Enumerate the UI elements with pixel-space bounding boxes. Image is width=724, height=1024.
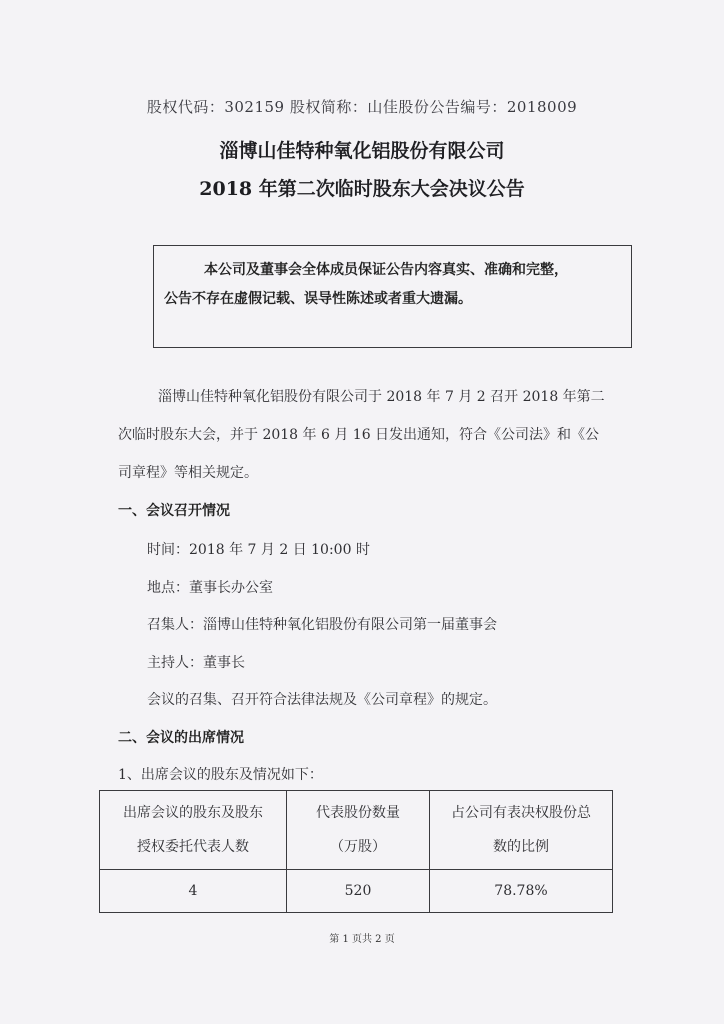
table-row — [100, 870, 613, 913]
disclaimer-line-1: 本公司及董事会全体成员保证公告内容真实、准确和完整， — [204, 262, 568, 278]
section-2-heading: 二、会议的出席情况 — [118, 730, 244, 746]
intro-line-1: 淄博山佳特种氧化铝股份有限公司于 2018 年 7 月 2 召开 2018 年第二 — [158, 389, 605, 405]
meeting-compliance: 会议的召集、召开符合法律法规及《公司章程》的规定。 — [147, 692, 497, 708]
company-name-title: 淄博山佳特种氧化铝股份有限公司 — [219, 140, 505, 162]
meeting-time: 时间：2018 年 7 月 2 日 10:00 时 — [147, 542, 370, 558]
table-header-cell — [430, 791, 613, 870]
voting-ratio-cell: 78.78% — [430, 870, 613, 913]
table-header-row — [100, 791, 613, 870]
meeting-host: 主持人：董事长 — [147, 655, 245, 671]
intro-line-2: 次临时股东大会，并于 2018 年 6 月 16 日发出通知，符合《公司法》和《公 — [118, 427, 600, 443]
table-header-cell — [100, 791, 287, 870]
meeting-convener: 召集人：淄博山佳特种氧化铝股份有限公司第一届董事会 — [147, 617, 497, 633]
attendance-table — [99, 790, 613, 913]
disclaimer-line-2: 公告不存在虚假记载、误导性陈述或者重大遗漏。 — [164, 291, 472, 307]
header-text: 数的比例 — [493, 839, 549, 855]
meeting-place: 地点：董事长办公室 — [147, 580, 273, 596]
section-1-heading: 一、会议召开情况 — [118, 503, 230, 519]
intro-line-3: 司章程》等相关规定。 — [118, 465, 258, 481]
header-text: 授权委托代表人数 — [137, 839, 249, 855]
header-text: （万股） — [330, 839, 386, 855]
table-header-cell — [287, 791, 430, 870]
page-number: 第 1 页共 2 页 — [329, 934, 395, 945]
disclaimer-box — [153, 245, 632, 348]
header-text: 出席会议的股东及股东 — [123, 805, 263, 821]
announcement-code-line: 股权代码：302159 股权简称：山佳股份公告编号：2018009 — [146, 98, 578, 116]
shares-represented-cell: 520 — [287, 870, 430, 913]
attendance-subheading: 1、出席会议的股东及情况如下： — [118, 767, 323, 783]
announcement-title: 2018 年第二次临时股东大会决议公告 — [199, 178, 525, 200]
shareholder-count-cell: 4 — [100, 870, 287, 913]
header-text: 代表股份数量 — [316, 805, 400, 821]
header-text: 占公司有表决权股份总 — [451, 805, 591, 821]
